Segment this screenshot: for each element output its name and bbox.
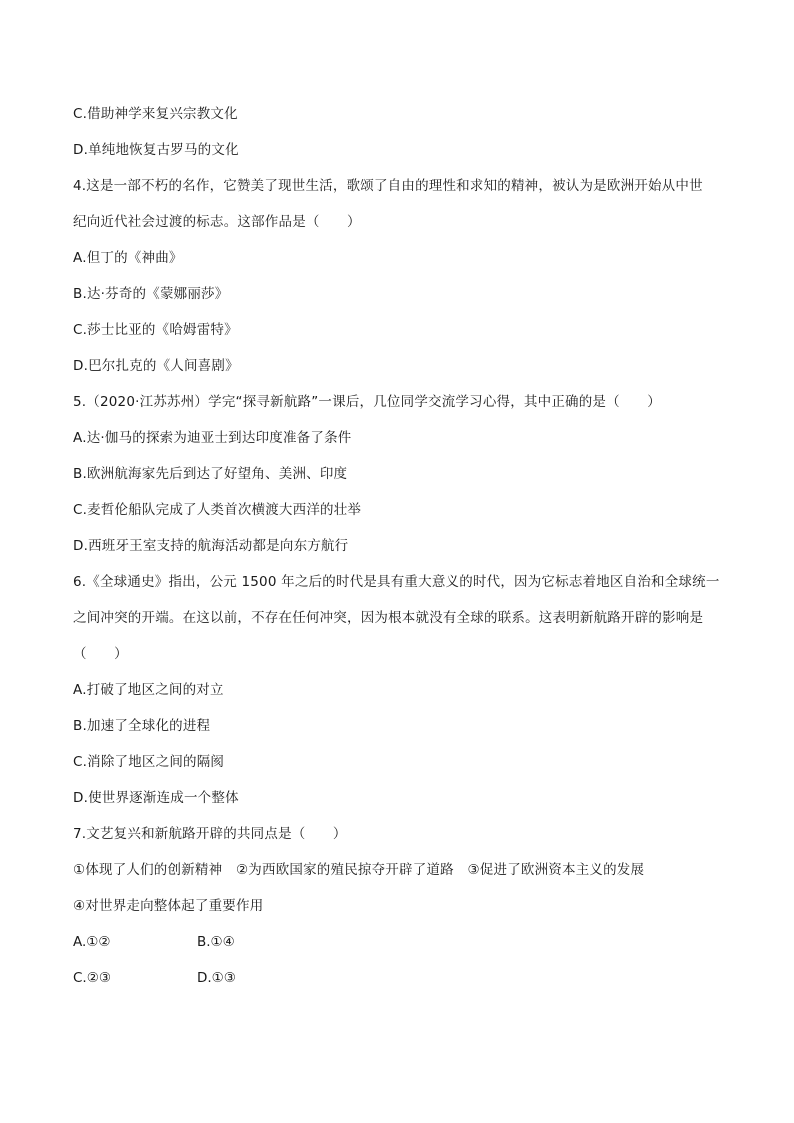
- q6-option-d: D.使世界逐渐连成一个整体: [73, 790, 239, 806]
- q7-option-d: D.①③: [197, 970, 236, 986]
- q5-option-a: A.达·伽马的探索为迪亚士到达印度准备了条件: [73, 430, 352, 446]
- q7-option-c: C.②③: [73, 970, 111, 986]
- q6-stem-line2: 之间冲突的开端。在这以前，不存在任何冲突，因为根本就没有全球的联系。这表明新航路开辟的影响是: [73, 610, 704, 626]
- q6-stem-line1: 6.《全球通史》指出，公元 1500 年之后的时代是具有重大意义的时代，因为它标志着地区自治和全球统一: [73, 574, 720, 590]
- q4-stem-line1: 4.这是一部不朽的名作，它赞美了现世生活，歌颂了自由的理性和求知的精神，被认为是欧洲开始从中世: [73, 178, 703, 194]
- q6-option-c: C.消除了地区之间的隔阂: [73, 754, 225, 770]
- q7-options-row2: [73, 968, 236, 988]
- q7-options-row1: [73, 932, 235, 952]
- q5-option-c: C.麦哲伦船队完成了人类首次横渡大西洋的壮举: [73, 502, 362, 518]
- q6-option-b: B.加速了全球化的进程: [73, 718, 211, 734]
- q4-stem-line2: 纪向近代社会过渡的标志。这部作品是（ ）: [73, 214, 361, 230]
- q5-option-d: D.西班牙王室支持的航海活动都是向东方航行: [73, 538, 349, 554]
- q7-option-b: B.①④: [197, 934, 235, 950]
- q6-option-a: A.打破了地区之间的对立: [73, 682, 224, 698]
- q7-statements-line1: ①体现了人们的创新精神 ②为西欧国家的殖民掠夺开辟了道路 ③促进了欧洲资本主义的发展: [73, 862, 645, 878]
- q7-statements-line2: ④对世界走向整体起了重要作用: [73, 898, 264, 914]
- q4-option-c: C.莎士比亚的《哈姆雷特》: [73, 322, 238, 338]
- q5-option-b: B.欧洲航海家先后到达了好望角、美洲、印度: [73, 466, 348, 482]
- q4-option-b: B.达·芬奇的《蒙娜丽莎》: [73, 286, 229, 302]
- q7-stem: 7.文艺复兴和新航路开辟的共同点是（ ）: [73, 826, 347, 842]
- q3-option-c: C.借助神学来复兴宗教文化: [73, 106, 238, 122]
- q4-option-a: A.但丁的《神曲》: [73, 250, 183, 266]
- q7-option-a: A.①②: [73, 934, 111, 950]
- q3-option-d: D.单纯地恢复古罗马的文化: [73, 142, 239, 158]
- q5-stem: 5.（2020·江苏苏州）学完“探寻新航路”一课后，几位同学交流学习心得，其中正确的是（ ）: [73, 394, 661, 410]
- q6-stem-line3: （ ）: [73, 646, 128, 662]
- q4-option-d: D.巴尔扎克的《人间喜剧》: [73, 358, 239, 374]
